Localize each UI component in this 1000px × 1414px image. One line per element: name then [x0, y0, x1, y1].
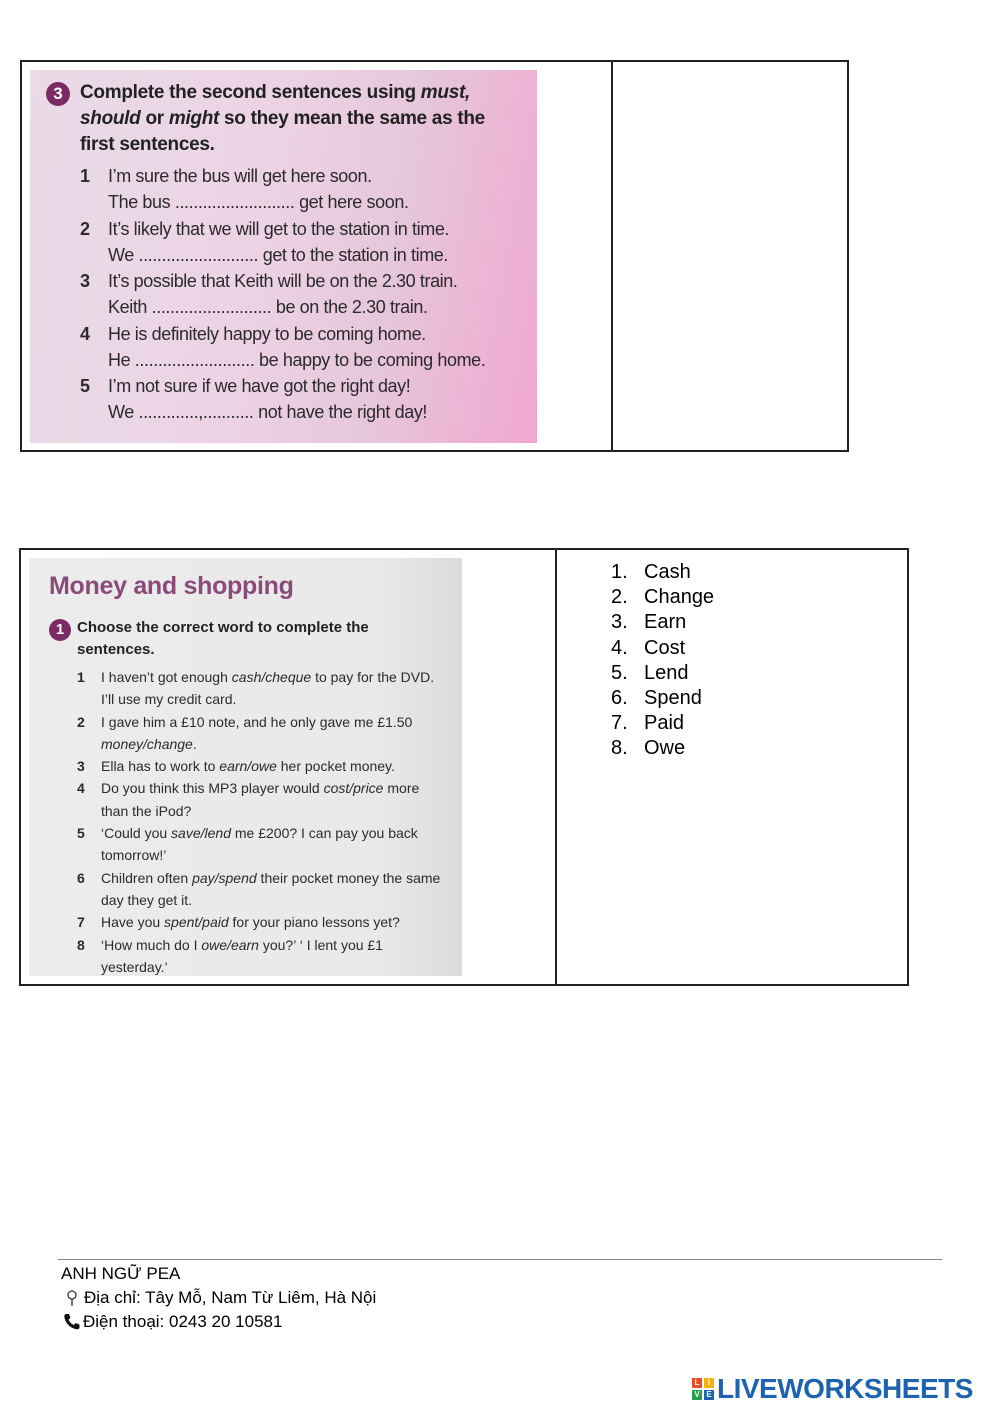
exercise-number-badge: 3	[46, 82, 70, 106]
item-number: 3	[80, 271, 90, 291]
answer-item	[611, 686, 714, 711]
answer-word: Cost	[644, 636, 686, 659]
item-number: 4	[77, 780, 85, 797]
item-sentence: Have you spent/paid for your piano lessons yet?	[101, 914, 400, 931]
money-section-title: Money and shopping	[49, 572, 294, 600]
item-rewrite-sentence: Keith .......................... be on the 2.30 train.	[108, 297, 428, 317]
answer-number: 8.	[611, 737, 628, 760]
item-number: 2	[80, 218, 90, 239]
money-shopping-scan	[29, 558, 462, 976]
item-number: 5	[80, 376, 90, 396]
liveworksheets-logo	[692, 1374, 973, 1404]
item-sentence: Ella has to work to earn/owe her pocket money.	[101, 758, 395, 775]
answer-item	[611, 736, 714, 761]
exercise-3-table	[20, 60, 849, 452]
answer-word: Cash	[644, 561, 691, 583]
exercise-3-answer-cell	[613, 62, 847, 450]
logo-text: LIVEWORKSHEETS	[717, 1373, 973, 1404]
item-original-sentence: He is definitely happy to be coming home.	[108, 323, 426, 344]
item-rewrite-sentence: The bus .......................... get here soon.	[108, 192, 409, 212]
answer-word: Spend	[644, 687, 702, 710]
money-item	[77, 867, 447, 912]
item-number: 5	[77, 825, 85, 842]
answer-number: 4.	[611, 636, 628, 659]
footer-phone	[63, 1312, 282, 1332]
word-choice: owe/earn	[201, 936, 259, 953]
money-item	[77, 755, 447, 777]
item-sentence: I haven’t got enough cash/cheque to pay for the DVD. I’ll use my credit card.	[101, 669, 435, 708]
exercise-item	[80, 268, 520, 321]
answer-item	[611, 585, 714, 610]
money-item	[77, 666, 447, 711]
item-number: 4	[80, 323, 90, 344]
item-number: 1	[80, 166, 90, 186]
item-original-sentence: It’s likely that we will get to the station in time.	[108, 218, 450, 239]
money-item	[77, 822, 447, 867]
item-number: 2	[77, 713, 85, 730]
footer-address-text: Địa chỉ: Tây Mỗ, Nam Từ Liêm, Hà Nội	[84, 1288, 377, 1307]
item-original-sentence: I’m sure the bus will get here soon.	[108, 166, 372, 186]
answer-number: 1.	[611, 561, 628, 583]
answer-item	[611, 636, 714, 661]
answer-item	[611, 661, 714, 686]
money-item	[77, 934, 447, 976]
item-original-sentence: It’s possible that Keith will be on the 2.30 train.	[108, 271, 458, 291]
footer-address	[66, 1288, 376, 1308]
answer-word: Owe	[644, 737, 686, 760]
answer-item	[611, 610, 714, 635]
answer-word: Lend	[644, 661, 689, 684]
money-shopping-table	[19, 548, 909, 986]
money-instruction: Choose the correct word to complete the sentences.	[77, 619, 369, 658]
exercise-3-scan	[30, 70, 537, 443]
location-pin-icon	[66, 1290, 78, 1306]
answer-number: 2.	[611, 586, 628, 609]
word-choice: pay/spend	[192, 869, 257, 886]
word-choice: earn/owe	[219, 758, 277, 775]
money-items	[77, 666, 447, 976]
item-rewrite-sentence: He .......................... be happy to be coming home.	[108, 349, 486, 370]
answer-word: Change	[644, 586, 715, 609]
item-sentence: Children often pay/spend their pocket money the same day they get it.	[101, 869, 441, 908]
answer-item	[611, 560, 714, 585]
answer-number: 7.	[611, 712, 628, 735]
logo-mark-icon: L I V E	[692, 1378, 714, 1400]
exercise-3-image-cell	[22, 62, 611, 450]
word-choice: spent/paid	[164, 914, 229, 931]
item-number: 6	[77, 869, 85, 886]
item-rewrite-sentence: We .......................... get to the station in time.	[108, 244, 449, 265]
word-choice: save/lend	[171, 825, 231, 842]
exercise-item	[80, 321, 520, 374]
item-original-sentence: I’m not sure if we have got the right day!	[108, 376, 411, 396]
footer-divider	[58, 1259, 942, 1260]
word-choice: cost/price	[323, 780, 384, 797]
exercise-3-items	[80, 163, 520, 426]
item-number: 3	[77, 758, 85, 775]
phone-icon	[63, 1313, 81, 1330]
money-item	[77, 911, 447, 933]
exercise-item	[80, 373, 520, 426]
answer-list	[611, 560, 714, 762]
item-sentence: ‘Could you save/lend me £200? I can pay you back tomorrow!’	[101, 825, 418, 864]
exercise-number-badge: 1	[49, 619, 71, 641]
word-choice: cash/cheque	[231, 669, 312, 685]
word-choice: money/change	[101, 735, 193, 752]
item-number: 1	[77, 669, 85, 685]
answer-number: 5.	[611, 661, 628, 684]
money-item	[77, 711, 447, 756]
item-sentence: Do you think this MP3 player would cost/price more than the iPod?	[101, 780, 420, 819]
answer-number: 3.	[611, 611, 628, 634]
money-image-cell	[21, 550, 555, 984]
footer-phone-text: Điện thoại: 0243 20 10581	[83, 1312, 283, 1331]
answer-word: Earn	[644, 611, 687, 634]
answer-number: 6.	[611, 687, 628, 710]
money-item	[77, 777, 447, 822]
exercise-item	[80, 163, 520, 216]
exercise-item	[80, 216, 520, 269]
item-sentence: ‘How much do I owe/earn you?’ ‘ I lent you £1 yesterday.’	[101, 936, 383, 975]
money-answer-cell	[557, 550, 907, 984]
exercise-3-instruction: Complete the second sentences using must, should or might so they mean the same as the first sentences.	[80, 82, 485, 155]
footer-org-name: ANH NGỮ PEA	[61, 1264, 181, 1283]
item-sentence: I gave him a £10 note, and he only gave me £1.50 money/change.	[101, 713, 413, 752]
answer-word: Paid	[644, 712, 685, 735]
item-number: 7	[77, 914, 85, 931]
item-rewrite-sentence: We .............,........... not have the right day!	[108, 402, 428, 422]
item-number: 8	[77, 936, 85, 953]
answer-item	[611, 711, 714, 736]
